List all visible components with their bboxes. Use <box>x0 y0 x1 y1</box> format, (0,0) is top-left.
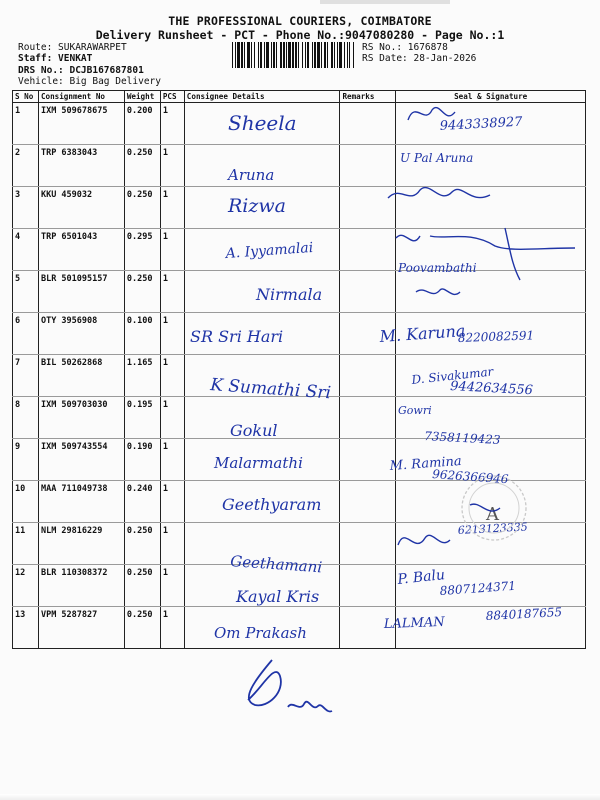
rs-number: RS No.: 1676878 <box>362 42 448 53</box>
row-pcs: 1 <box>160 145 184 187</box>
row-remarks <box>340 523 396 565</box>
row-remarks <box>340 481 396 523</box>
consignee-name-handwritten: Aruna <box>228 166 275 184</box>
barcode-bar <box>292 42 294 68</box>
row-sno: 2 <box>13 145 39 187</box>
row-sno: 9 <box>13 439 39 481</box>
table-row <box>13 355 586 397</box>
row-consignment: TRP 6501043 <box>38 229 124 271</box>
row-consignment: BIL 50262868 <box>38 355 124 397</box>
signature-phone-handwritten: 9442634556 <box>449 379 534 399</box>
row-weight: 0.200 <box>124 103 160 145</box>
row-remarks <box>340 229 396 271</box>
signature-name-handwritten: M. Ramina <box>389 454 463 474</box>
row-signature <box>396 271 586 313</box>
row-consignment: MAA 711049738 <box>38 481 124 523</box>
signature-phone-handwritten: 6213123335 <box>457 520 529 537</box>
header-pcs: PCS <box>160 91 184 103</box>
barcode-bar <box>247 42 250 68</box>
row-pcs: 1 <box>160 481 184 523</box>
row-pcs: 1 <box>160 229 184 271</box>
signature-name-handwritten: D. Sivakumar <box>410 364 494 387</box>
scan-artifact-bottom <box>0 794 600 800</box>
header-weight: Weight <box>124 91 160 103</box>
table-row <box>13 313 586 355</box>
row-remarks <box>340 565 396 607</box>
row-sno: 11 <box>13 523 39 565</box>
row-consignee <box>184 565 340 607</box>
row-consignment: TRP 6383043 <box>38 145 124 187</box>
row-consignee <box>184 313 340 355</box>
header-consignee: Consignee Details <box>184 91 340 103</box>
table-row <box>13 523 586 565</box>
barcode-bar <box>302 42 303 68</box>
barcode-bar <box>266 42 269 68</box>
row-sno: 1 <box>13 103 39 145</box>
row-sno: 3 <box>13 187 39 229</box>
row-pcs: 1 <box>160 187 184 229</box>
row-consignee <box>184 397 340 439</box>
runsheet-table <box>12 90 586 649</box>
barcode-bar <box>347 42 348 68</box>
barcode-bar <box>295 42 297 68</box>
row-sno: 13 <box>13 607 39 649</box>
barcode-bar <box>251 42 252 68</box>
row-weight: 0.250 <box>124 607 160 649</box>
company-title: THE PROFESSIONAL COURIERS, COIMBATORE <box>168 14 432 28</box>
barcode-bar <box>317 42 320 68</box>
consignee-name-handwritten: Sheela <box>228 111 297 135</box>
row-signature <box>396 103 586 145</box>
route-details <box>18 42 161 88</box>
row-consignee <box>184 229 340 271</box>
row-signature <box>396 145 586 187</box>
table-row <box>13 271 586 313</box>
signature-phone-handwritten: 8840187655 <box>485 605 563 623</box>
row-signature <box>396 523 586 565</box>
row-consignment: OTY 3956908 <box>38 313 124 355</box>
table-row <box>13 145 586 187</box>
barcode-bar <box>237 42 240 68</box>
row-pcs: 1 <box>160 565 184 607</box>
row-consignee <box>184 145 340 187</box>
route-line: Route: SUKARAWARPET <box>18 42 127 53</box>
consignee-name-handwritten: K Sumathi Sri <box>209 375 332 404</box>
staff-line: Staff: VENKAT <box>18 53 93 65</box>
row-signature <box>396 187 586 229</box>
row-pcs: 1 <box>160 439 184 481</box>
barcode-bar <box>241 42 243 68</box>
row-signature <box>396 355 586 397</box>
consignee-name-handwritten: Geethyaram <box>222 495 322 514</box>
barcode-bar <box>273 42 275 68</box>
row-consignee <box>184 481 340 523</box>
svg-text:A: A <box>486 504 499 525</box>
row-consignee <box>184 103 340 145</box>
signature-name-handwritten: Poovambathi <box>398 261 477 275</box>
signature-phone-handwritten: 8807124371 <box>439 578 517 598</box>
row-remarks <box>340 607 396 649</box>
row-consignment: IXM 509743554 <box>38 439 124 481</box>
row-sno: 7 <box>13 355 39 397</box>
row-consignment: IXM 509703030 <box>38 397 124 439</box>
row-sno: 8 <box>13 397 39 439</box>
row-signature <box>396 481 586 523</box>
row-signature <box>396 607 586 649</box>
consignee-name-handwritten: Kayal Kris <box>236 587 320 606</box>
drs-line: DRS No.: DCJB167687801 <box>18 64 144 76</box>
header-consignment: Consignment No <box>38 91 124 103</box>
row-weight: 0.250 <box>124 187 160 229</box>
row-pcs: 1 <box>160 523 184 565</box>
barcode-bar <box>312 42 313 68</box>
row-weight: 0.195 <box>124 397 160 439</box>
row-weight: 1.165 <box>124 355 160 397</box>
consignee-name-handwritten: A. Iyyamalai <box>225 239 314 262</box>
barcode-bar <box>271 42 272 68</box>
header-sno: S No <box>13 91 39 103</box>
row-pcs: 1 <box>160 355 184 397</box>
signature-name-handwritten: Gowri <box>398 404 432 417</box>
row-consignment: IXM 509678675 <box>38 103 124 145</box>
row-sno: 6 <box>13 313 39 355</box>
barcode-bar <box>305 42 306 68</box>
row-pcs: 1 <box>160 103 184 145</box>
barcode-bar <box>286 42 287 68</box>
row-consignment: NLM 29816229 <box>38 523 124 565</box>
barcode-bar <box>314 42 316 68</box>
row-sno: 5 <box>13 271 39 313</box>
row-weight: 0.190 <box>124 439 160 481</box>
barcode-bar <box>334 42 335 68</box>
row-remarks <box>340 313 396 355</box>
row-weight: 0.100 <box>124 313 160 355</box>
barcode-bar <box>244 42 245 68</box>
signature-name-handwritten: M. Karuna <box>378 321 466 346</box>
row-sno: 4 <box>13 229 39 271</box>
barcode-bar <box>349 42 350 68</box>
table-header-row <box>13 91 586 103</box>
consignee-name-handwritten: Rizwa <box>228 195 286 217</box>
row-pcs: 1 <box>160 271 184 313</box>
consignee-name-handwritten: Nirmala <box>256 285 323 304</box>
signature-name-handwritten: LALMAN <box>383 614 445 632</box>
table-row <box>13 397 586 439</box>
scan-artifact <box>320 0 450 4</box>
barcode-bar <box>307 42 309 68</box>
table-row <box>13 481 586 523</box>
row-signature <box>396 565 586 607</box>
row-consignee <box>184 607 340 649</box>
table-row <box>13 607 586 649</box>
table-row <box>13 187 586 229</box>
barcode-bar <box>288 42 291 68</box>
row-consignment: BLR 501095157 <box>38 271 124 313</box>
barcode-bar <box>321 42 322 68</box>
rs-date: RS Date: 28-Jan-2026 <box>362 53 477 65</box>
row-remarks <box>340 397 396 439</box>
consignee-name-handwritten: Om Prakash <box>214 624 307 642</box>
row-signature <box>396 397 586 439</box>
barcode-bar <box>283 42 285 68</box>
signature-phone-handwritten: 8220082591 <box>457 328 535 345</box>
barcode-bar <box>235 42 236 68</box>
signature-phone-handwritten: 9443338927 <box>439 114 523 134</box>
header-remarks: Remarks <box>340 91 396 103</box>
row-consignee <box>184 439 340 481</box>
runsheet-info <box>362 42 476 65</box>
barcode-bar <box>254 42 255 68</box>
row-remarks <box>340 187 396 229</box>
row-sno: 10 <box>13 481 39 523</box>
header-seal-signature: Seal & Signature <box>396 91 586 103</box>
barcode-bar <box>298 42 299 68</box>
row-weight: 0.250 <box>124 271 160 313</box>
row-weight: 0.295 <box>124 229 160 271</box>
row-remarks <box>340 271 396 313</box>
signature-name-handwritten: U Pal Aruna <box>400 151 474 165</box>
runsheet-subtitle: Delivery Runsheet - PCT - Phone No.:9047080280 - Page No.:1 <box>95 28 505 42</box>
table-row <box>13 565 586 607</box>
row-consignment: VPM 5287827 <box>38 607 124 649</box>
row-consignment: BLR 110308372 <box>38 565 124 607</box>
row-signature <box>396 313 586 355</box>
barcode <box>232 42 358 68</box>
barcode-bar <box>327 42 328 68</box>
row-consignment: KKU 459032 <box>38 187 124 229</box>
signature-phone-handwritten: 9626366946 <box>431 467 509 487</box>
vehicle-line: Vehicle: Big Bag Delivery <box>18 76 161 88</box>
barcode-bar <box>353 42 354 68</box>
barcode-bar <box>264 42 265 68</box>
barcode-bar <box>258 42 259 68</box>
barcode-bar <box>337 42 338 68</box>
row-weight: 0.250 <box>124 523 160 565</box>
barcode-bar <box>232 42 233 68</box>
row-consignee <box>184 271 340 313</box>
row-weight: 0.250 <box>124 145 160 187</box>
barcode-bar <box>280 42 282 68</box>
row-consignee <box>184 523 340 565</box>
barcode-bar <box>324 42 326 68</box>
row-pcs: 1 <box>160 607 184 649</box>
row-consignee <box>184 355 340 397</box>
table-row <box>13 229 586 271</box>
row-weight: 0.240 <box>124 481 160 523</box>
barcode-bar <box>339 42 342 68</box>
table-row <box>13 103 586 145</box>
signature-phone-handwritten: 7358119423 <box>423 429 501 447</box>
row-signature <box>396 229 586 271</box>
consignee-name-handwritten: Gokul <box>230 421 278 440</box>
row-remarks <box>340 439 396 481</box>
row-remarks <box>340 145 396 187</box>
row-pcs: 1 <box>160 397 184 439</box>
row-remarks <box>340 103 396 145</box>
consignee-name-handwritten: Geethamani <box>229 552 323 577</box>
row-consignee <box>184 187 340 229</box>
barcode-bar <box>331 42 333 68</box>
consignee-name-handwritten: SR Sri Hari <box>190 327 284 346</box>
barcode-bar <box>344 42 345 68</box>
table-row <box>13 439 586 481</box>
row-remarks <box>340 355 396 397</box>
consignee-name-handwritten: Malarmathi <box>214 454 303 472</box>
barcode-bar <box>276 42 277 68</box>
row-weight: 0.250 <box>124 565 160 607</box>
barcode-bar <box>260 42 262 68</box>
row-sno: 12 <box>13 565 39 607</box>
row-signature <box>396 439 586 481</box>
row-pcs: 1 <box>160 313 184 355</box>
signature-name-handwritten: P. Balu <box>396 567 446 588</box>
